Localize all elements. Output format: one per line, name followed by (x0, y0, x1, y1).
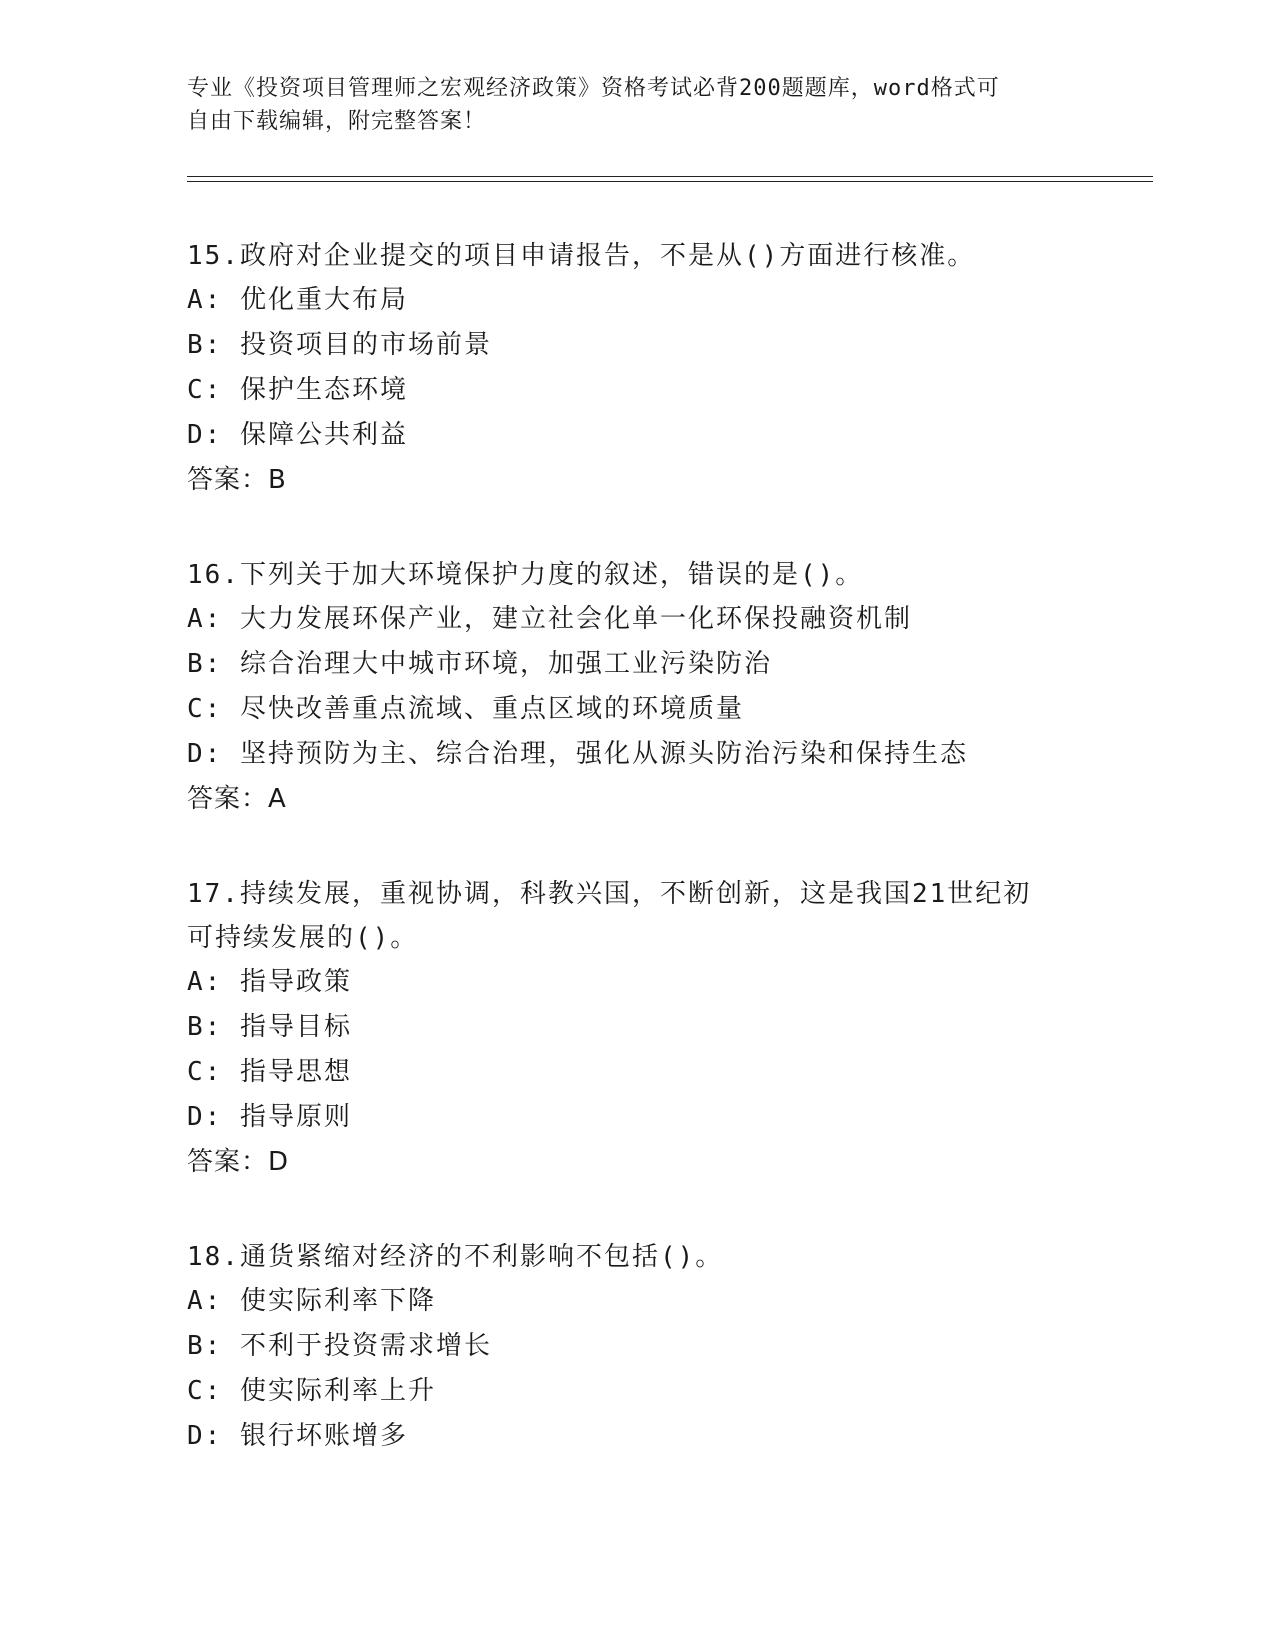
option-a: A: 优化重大布局 (187, 285, 408, 315)
option-d: D: 指导原则 (187, 1102, 352, 1132)
option-a: A: 大力发展环保产业，建立社会化单一化环保投融资机制 (187, 604, 912, 634)
question-stem-line-1: 17.持续发展，重视协调，科教兴国，不断创新，这是我国21世纪初 (187, 879, 1032, 909)
option-c: C: 使实际利率上升 (187, 1376, 436, 1406)
document-header (187, 72, 1087, 138)
option-c: C: 尽快改善重点流域、重点区域的环境质量 (187, 694, 744, 724)
option-d: D: 保障公共利益 (187, 420, 408, 450)
option-b: B: 指导目标 (187, 1012, 352, 1042)
option-d: D: 坚持预防为主、综合治理，强化从源头防治污染和保持生态 (187, 739, 968, 769)
answer: 答案：D (187, 1147, 290, 1177)
answer: 答案：B (187, 465, 287, 495)
option-b: B: 综合治理大中城市环境，加强工业污染防治 (187, 649, 772, 679)
option-b: B: 投资项目的市场前景 (187, 330, 492, 360)
option-d: D: 银行坏账增多 (187, 1421, 408, 1451)
question-18 (187, 1235, 1087, 1459)
question-stem: 18.通货紧缩对经济的不利影响不包括()。 (187, 1242, 724, 1272)
option-c: C: 指导思想 (187, 1057, 352, 1087)
answer: 答案：A (187, 784, 287, 814)
question-16 (187, 553, 1087, 822)
option-a: A: 指导政策 (187, 967, 352, 997)
question-stem: 16.下列关于加大环境保护力度的叙述，错误的是()。 (187, 560, 864, 590)
question-stem: 15.政府对企业提交的项目申请报告，不是从()方面进行核准。 (187, 241, 976, 271)
question-17 (187, 872, 1087, 1185)
header-divider-bottom (187, 181, 1153, 182)
option-a: A: 使实际利率下降 (187, 1286, 436, 1316)
header-line-2: 自由下载编辑，附完整答案！ (187, 109, 487, 134)
option-b: B: 不利于投资需求增长 (187, 1331, 492, 1361)
header-line-1: 专业《投资项目管理师之宏观经济政策》资格考试必背200题题库，word格式可 (187, 76, 1000, 101)
option-c: C: 保护生态环境 (187, 375, 408, 405)
question-stem-line-2: 可持续发展的()。 (187, 923, 419, 953)
question-15 (187, 234, 1087, 503)
header-divider-top (187, 176, 1153, 177)
